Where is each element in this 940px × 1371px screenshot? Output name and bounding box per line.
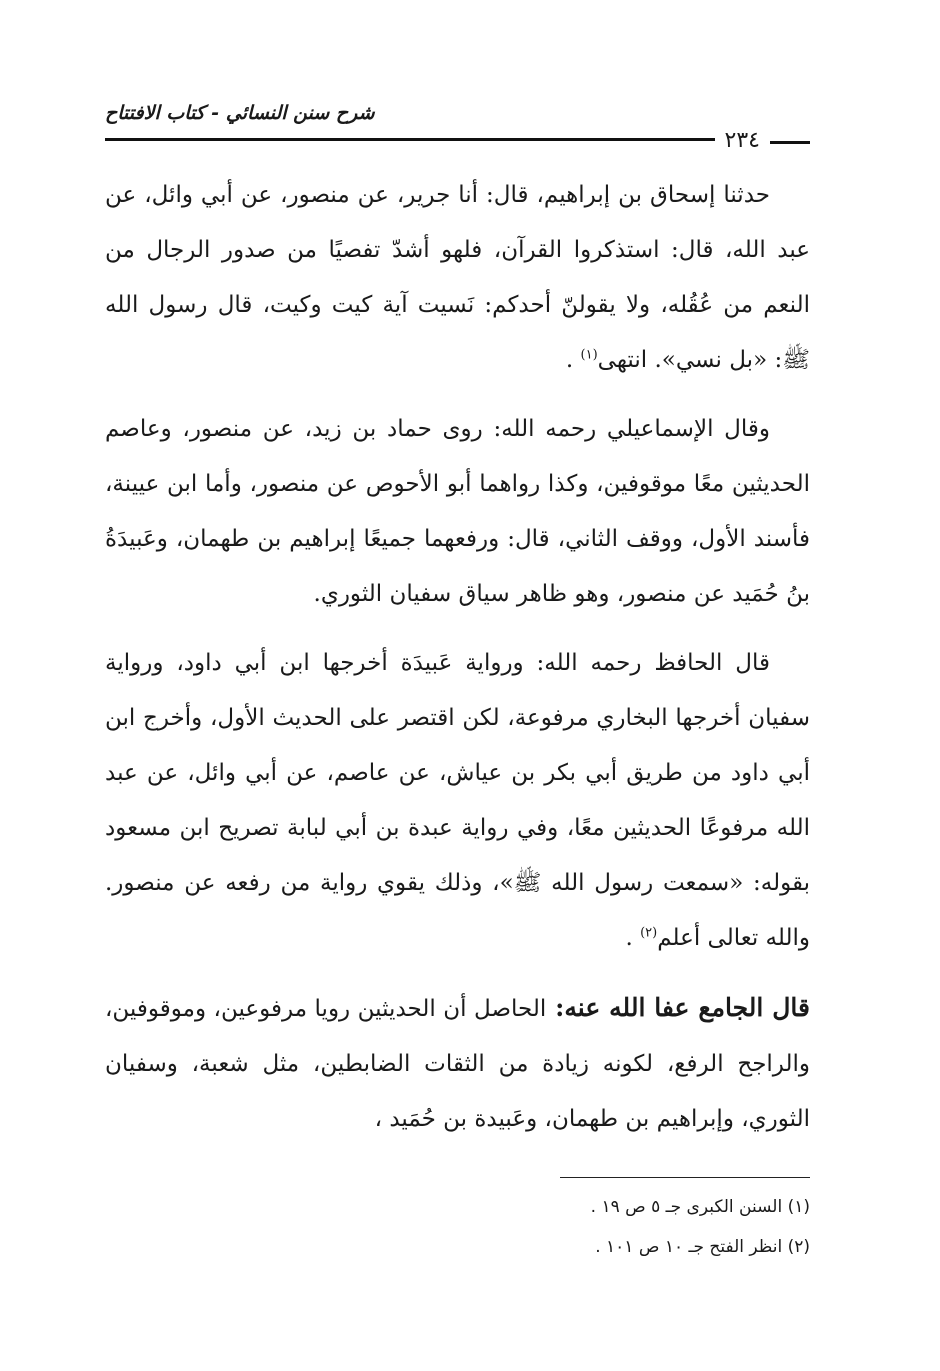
footnote-ref-2: (٢) — [640, 925, 658, 941]
page-number-dash — [770, 141, 810, 144]
running-title: شرح سنن النسائي - كتاب الافتتاح — [105, 102, 375, 124]
paragraph-2 — [105, 402, 810, 622]
page-header — [105, 98, 810, 153]
paragraph-text: حدثنا إسحاق بن إبراهيم، قال: أنا جرير، عن منصور، عن أبي وائل، عن عبد الله، قال: استذكروا القرآن، فلهو أشدّ تفصيًا من صدور الرجال من النعم من عُقُله، ولا يقولنّ أحدكم: نَسيت آية كيت وكيت، قال رسول الله ﷺ: «بل نسي». انتهى — [105, 182, 810, 373]
footnote-rule — [560, 1177, 810, 1178]
paragraph-text: الحاصل أن الحديثين رويا مرفوعين، وموقوفين، والراجح الرفع، لكونه زيادة من الثقات الضابطين، مثل شعبة، وسفيان الثوري، وإبراهيم بن طهمان، وعَبيدة بن حُمَيد ، — [105, 996, 810, 1132]
paragraph-4 — [105, 980, 810, 1147]
footnotes — [105, 1187, 810, 1267]
paragraph-text: قال الحافظ رحمه الله: ورواية عَبيدَة أخرجها ابن أبي داود، ورواية سفيان أخرجها البخاري مرفوعة، لكن اقتصر على الحديث الأول، وأخرج ابن أبي داود من طريق أبي بكر بن عياش، عن عاصم، عن أبي وائل، عن عبد الله مرفوعًا الحديثين معًا، وفي رواية عبدة بن أبي لبابة تصريح ابن مسعود بقوله: «سمعت رسول الله ﷺ»، وذلك يقوي رواية من رفعه عن منصور. والله تعالى أعلم — [105, 650, 810, 951]
paragraph-3: قال الحافظ رحمه الله: ورواية عَبيدَة أخرجها ابن أبي داود، ورواية سفيان أخرجها البخاري مرفوعة، لكن اقتصر على الحديث الأول، وأخرج ابن أبي داود من طريق أبي بكر بن عياش، عن عاصم، عن أبي وائل، عن عبد الله مرفوعًا الحديثين معًا، وفي رواية عبدة بن أبي لبابة تصريح ابن مسعود بقوله: «سمعت رسول الله ﷺ»، وذلك يقوي رواية من رفعه عن منصور. والله تعالى أعلم$^{(٢)}$ . — [105, 650, 810, 951]
header-rule — [105, 138, 715, 141]
footnote-1: (١) السنن الكبرى جـ ٥ ص ١٩ . — [590, 1197, 810, 1217]
paragraph-text: وقال الإسماعيلي رحمه الله: روى حماد بن زيد، عن منصور، وعاصم الحديثين معًا موقوفين، وكذا رواهما أبو الأحوص عن منصور، وأما ابن عيينة، فأسند الأول، ووقف الثاني، قال: ورفعهما جميعًا إبراهيم بن طهمان، وعَبيدَةُ بنُ حُمَيد عن منصور، وهو ظاهر سياق سفيان الثوري. — [105, 416, 810, 607]
paragraph-1: حدثنا إسحاق بن إبراهيم، قال: أنا جرير، عن منصور، عن أبي وائل، عن عبد الله، قال: استذكروا القرآن، فلهو أشدّ تفصيًا من صدور الرجال من النعم من عُقُله، ولا يقولنّ أحدكم: نَسيت آية كيت وكيت، قال رسول الله ﷺ: «بل نسي». انتهى$^{(١)}$ . — [105, 182, 810, 373]
footnote-2: (٢) انظر الفتح جـ ١٠ ص ١٠١ . — [595, 1237, 810, 1257]
footnote-ref-1: (١) — [580, 347, 598, 363]
body-text — [105, 168, 810, 1161]
page-number: ٢٣٤ — [724, 128, 760, 153]
paragraph-lead: قال الجامع عفا الله عنه: — [546, 993, 810, 1022]
